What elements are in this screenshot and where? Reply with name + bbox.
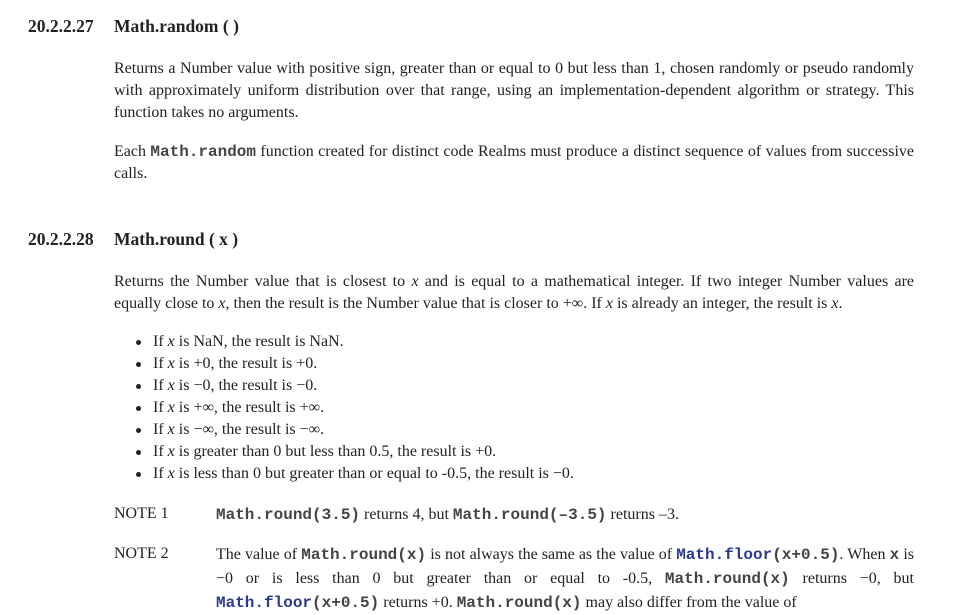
inline-code: (x+0.5) (312, 594, 380, 612)
note-2-label: NOTE 2 (114, 545, 169, 562)
inline-code: Math.round(x) (664, 570, 790, 588)
list-item: If x is +0, the result is +0. (153, 353, 574, 375)
math-floor-link[interactable]: Math.floor (676, 546, 773, 564)
section-heading-math-round (28, 228, 238, 250)
math-random-description: Returns a Number value with positive sign, greater than or equal to 0 but less than 1, chosen randomly or pseudo randomly with approximately uniform distribution over that range, using an implementation-dependent algorithm or strategy. This function takes no arguments. (114, 60, 914, 121)
note-2-body: The value of Math.round(x) is not always the same as the value of Math.floor(x+0.5). When x is −0 or is less than 0 but greater than or equal to -0.5, Math.round(x) returns −0, but Math.floor(x+0.5) returns +0. Math.round(x) may also differ from the value of (216, 546, 915, 612)
section-number: 20.2.2.28 (28, 229, 94, 249)
inline-code: (x+0.5) (772, 546, 840, 564)
inline-code: Math.round(3.5) (216, 506, 361, 524)
list-item: If x is less than 0 but greater than or equal to -0.5, the result is −0. (153, 463, 574, 485)
section-title: Math.random ( ) (114, 16, 239, 36)
section-heading-math-random (28, 15, 239, 37)
inline-code: Math.random (150, 143, 257, 161)
list-item: If x is −∞, the result is −∞. (153, 419, 574, 441)
math-round-cases-list (114, 331, 574, 485)
inline-code: Math.round(–3.5) (452, 506, 607, 524)
note-1-label: NOTE 1 (114, 505, 169, 522)
list-item: If x is +∞, the result is +∞. (153, 397, 574, 419)
math-random-realms-paragraph: Each Math.random function created for distinct code Realms must produce a distinct sequence of values from successive calls. (114, 143, 914, 182)
math-round-description: Returns the Number value that is closest to x and is equal to a mathematical integer. If two integer Number values are equally close to x, then the result is the Number value that is closer to +∞. If x is already an integer, the result is x. (114, 273, 914, 312)
inline-code: Math.round(x) (456, 594, 582, 612)
section-title: Math.round ( x ) (114, 229, 239, 249)
section-number: 20.2.2.27 (28, 16, 94, 36)
inline-code: Math.round(x) (301, 546, 427, 564)
note-1-body: Math.round(3.5) returns 4, but Math.round(–3.5) returns –3. (216, 506, 679, 524)
inline-code: x (889, 546, 900, 564)
list-item: If x is greater than 0 but less than 0.5, the result is +0. (153, 441, 574, 463)
list-item: If x is NaN, the result is NaN. (153, 331, 574, 353)
math-floor-link[interactable]: Math.floor (216, 594, 313, 612)
list-item: If x is −0, the result is −0. (153, 375, 574, 397)
